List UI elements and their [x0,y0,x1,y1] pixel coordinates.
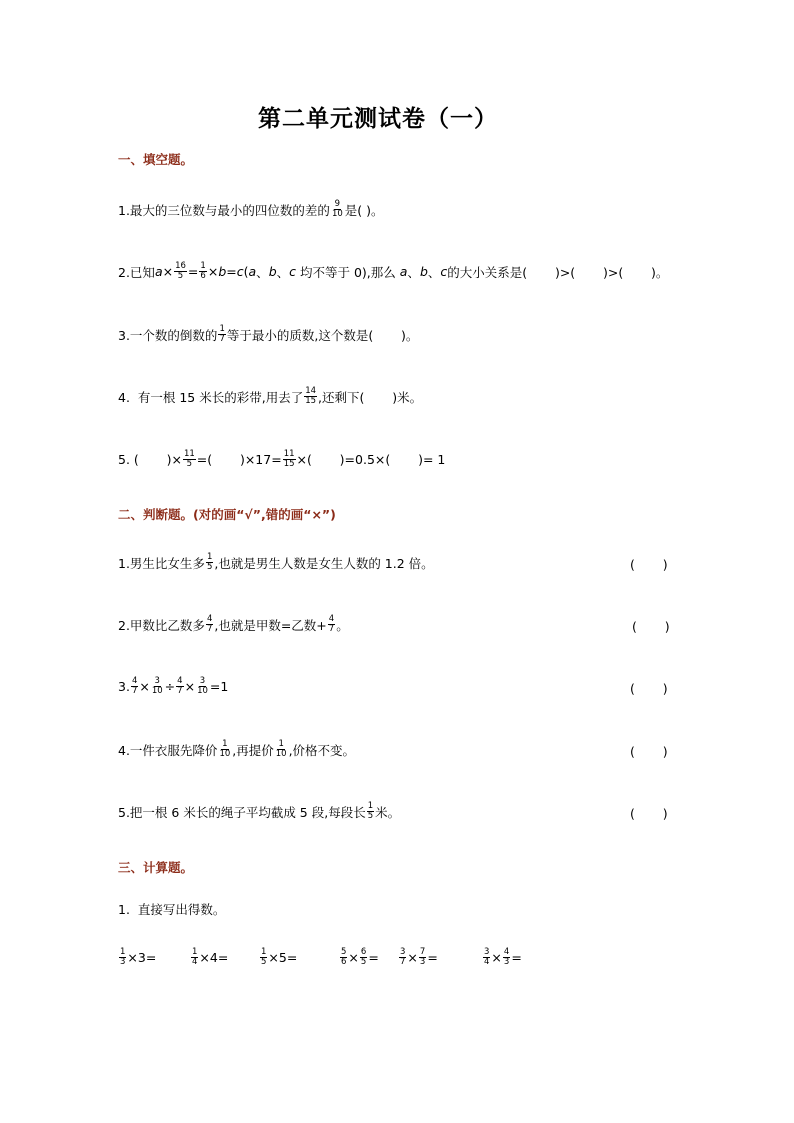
question-judge-5 [118,802,400,821]
fraction: $\frac{1}{5}$ [261,947,267,967]
calc-item [482,948,522,967]
expression-text: ×4= [199,950,229,965]
separator: 、 [427,264,441,280]
variable: a [248,264,257,279]
fraction: $\frac{6}{5}$ [360,947,367,967]
operator: = [187,264,199,279]
answer-blank-text: ×( )=0.5×( )= 1 [296,452,446,467]
fraction: 14 15 [305,386,317,406]
operator: × [184,679,196,694]
question-text: 5.把一根 6 米长的绳子平均截成 5 段,每段长 [118,804,366,820]
variable: c [289,264,297,279]
question-text: 1.最大的三位数与最小的四位数的差的 [118,202,330,218]
paren: ( [243,264,249,279]
fraction: $\frac{3}{7}$ [400,947,406,967]
answer-parentheses[interactable]: ( ) [632,619,670,634]
question-fill-3 [118,325,418,344]
question-text: 米。 [375,804,401,820]
question-text: 1.男生比女生多 [118,555,205,571]
answer-blank-text: 等于最小的质数,这个数是( )。 [226,327,419,343]
variable: c [236,264,244,279]
variable: b [218,264,227,279]
fraction: $\frac{11}{15}$ [283,449,295,469]
fraction: $\frac{3}{4}$ [484,947,490,967]
answer-parentheses[interactable]: ( ) [630,806,668,821]
fraction: $\frac{7}{3}$ [419,947,426,967]
operator: = [368,950,379,965]
question-text: 。 [336,617,349,633]
operator: × [491,950,502,965]
fraction: $\frac{16}{5}$ [175,261,186,281]
question-text: =( )×17= [196,452,282,467]
operator: × [162,264,174,279]
section-heading-calc: 三、计算题。 [118,860,194,875]
separator: 、 [256,264,269,280]
operator: = [427,950,438,965]
question-text: ,也就是男生人数是女生人数的 1.2 倍。 [214,555,434,571]
question-fill-2 [118,262,668,281]
question-fill-1 [118,200,384,219]
operator: × [139,679,150,694]
question-text: 5. ( )× [118,452,182,467]
answer-parentheses[interactable]: ( ) [630,557,668,572]
operator: × [407,950,418,965]
section-heading-judge: 二、判断题。(对的画“√”,错的画“×”) [118,507,336,522]
fraction: 1 10 [275,739,287,759]
answer-blank-text: ,还剩下( )米。 [318,389,423,405]
fraction: $\frac{3}{10}$ [151,676,163,696]
question-judge-3 [118,677,228,696]
question-text: 2.已知 [118,264,155,280]
question-text: ,价格不变。 [288,742,356,758]
question-text: 4. 有一根 15 米长的彩带,用去了 [118,389,304,405]
answer-blank-text: 的大小关系是( )>( )>( )。 [447,264,669,280]
operator: × [207,264,219,279]
fraction: $\frac{4}{7}$ [131,676,138,696]
question-judge-2 [118,615,349,634]
fraction: 1 10 [219,739,231,759]
operator: = [511,950,522,965]
fraction: 4 7 [206,614,213,634]
fraction: $\frac{1}{4}$ [192,947,198,967]
answer-blank-text: 是( )。 [344,202,384,218]
answer-parentheses[interactable]: ( ) [630,681,668,696]
calc-item [190,948,228,967]
expression-text: ×5= [268,950,298,965]
question-text: 均不等于 0),那么 [296,264,400,280]
question-text: 2.甲数比乙数多 [118,617,205,633]
question-text: 3. [118,679,130,694]
question-judge-4 [118,740,355,759]
section-heading-fill-in: 一、填空题。 [118,152,194,167]
question-text: 3.一个数的倒数的 [118,327,218,343]
operator: ÷ [164,679,176,694]
expression-text: ×3= [127,950,157,965]
question-fill-4 [118,387,422,406]
variable: a [154,264,163,279]
separator: 、 [407,264,420,280]
variable: c [440,264,448,279]
fraction: $\frac{4}{7}$ [328,614,335,634]
variable: b [268,264,277,279]
page-title: 第二单元测试卷（一） [258,105,498,132]
fraction: 1 5 [367,801,374,821]
question-text: =1 [209,679,229,694]
calc-item [118,948,156,967]
variable: a [399,264,408,279]
fraction: $\frac{3}{10}$ [197,676,208,696]
fraction: 1 7 [219,324,225,344]
fraction: $\frac{4}{7}$ [177,676,183,696]
fraction: $\frac{1}{3}$ [120,947,126,967]
question-judge-1 [118,553,434,572]
fraction: 9 10 [331,199,343,219]
calc-item [339,948,379,967]
calc-subheading: 1. 直接写出得数。 [118,902,226,917]
separator: 、 [276,264,290,280]
operator: = [226,264,237,279]
fraction: $\frac{1}{6}$ [200,261,206,281]
question-text: 4.一件衣服先降价 [118,742,218,758]
variable: b [419,264,428,279]
calc-item [398,948,438,967]
question-text: ,再提价 [232,742,274,758]
answer-parentheses[interactable]: ( ) [630,744,668,759]
fraction: 1 5 [206,552,213,572]
calc-item [259,948,297,967]
fraction: $\frac{5}{6}$ [341,947,347,967]
fraction: $\frac{11}{5}$ [183,449,195,469]
operator: × [348,950,359,965]
question-fill-5 [118,450,445,469]
question-text: ,也就是甲数=乙数+ [214,617,327,633]
fraction: $\frac{4}{3}$ [503,947,510,967]
